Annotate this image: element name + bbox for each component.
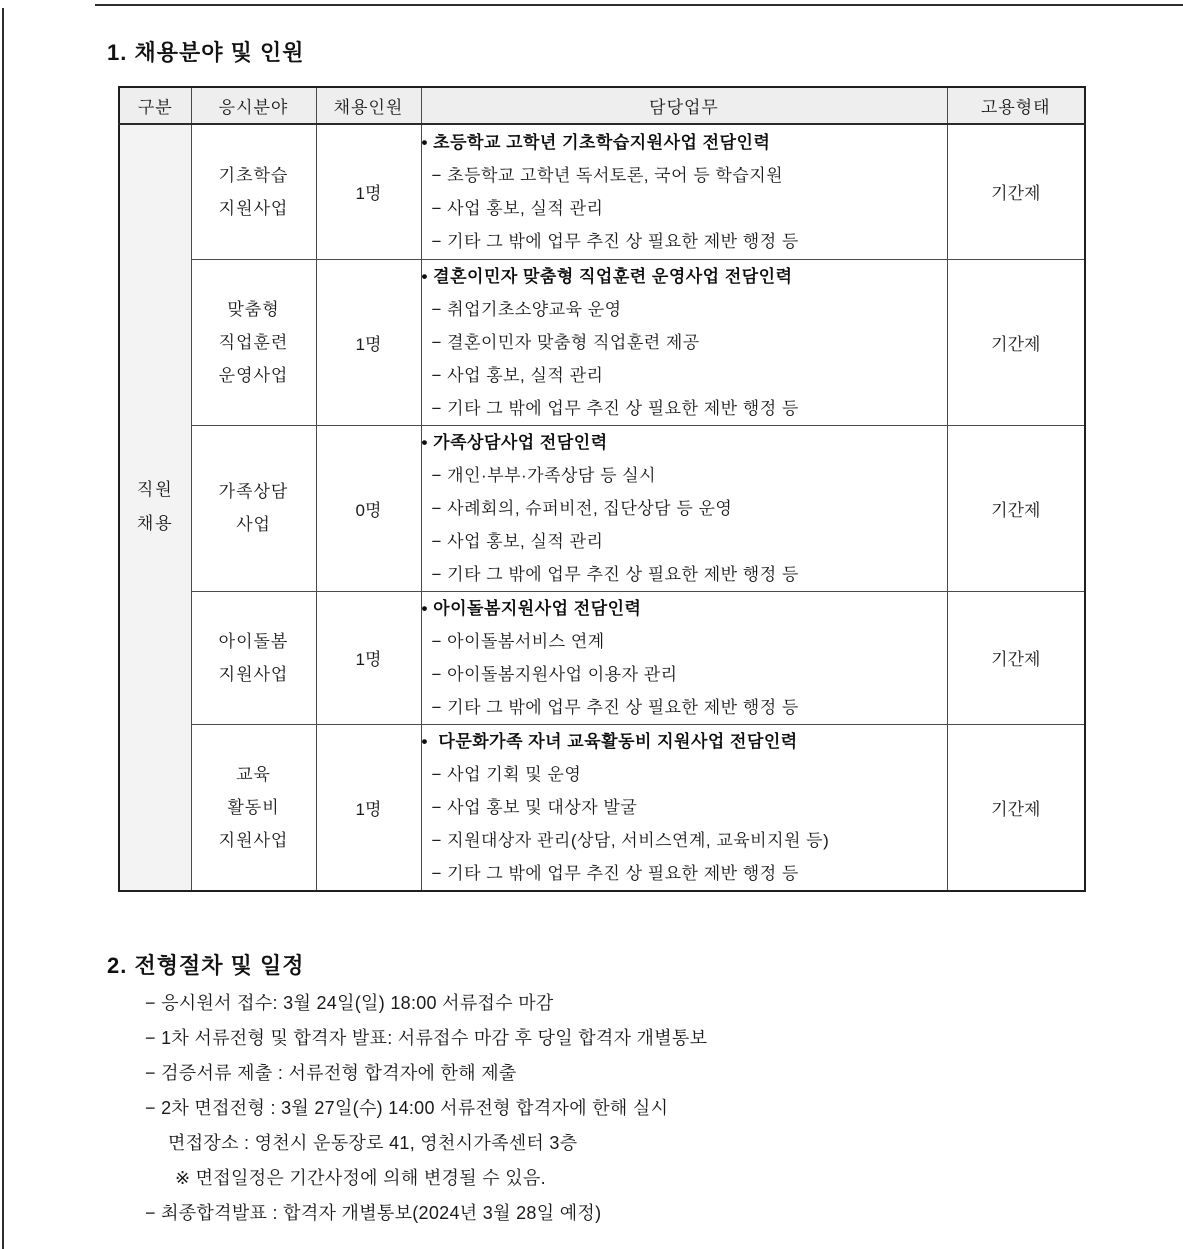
schedule-item-interview: − 2차 면접전형 : 3월 27일(수) 14:00 서류전형 합격자에 한해 실시	[145, 1097, 669, 1118]
table-row	[119, 724, 1085, 891]
duties-cell	[421, 591, 947, 724]
field-cell	[191, 425, 316, 591]
header-duties: 담당업무	[421, 87, 947, 124]
duty-title: • 가족상담사업 전담인력	[421, 432, 608, 452]
schedule-item-interview-note: ※ 면접일정은 기간사정에 의해 변경될 수 있음.	[175, 1167, 546, 1188]
page-top-border	[95, 4, 1183, 6]
field-line: 기초학습	[218, 165, 289, 185]
schedule-item-final-announcement: − 최종합격발표 : 합격자 개별통보(2024년 3월 28일 예정)	[145, 1202, 602, 1223]
field-line: 활동비	[227, 797, 280, 817]
employment-cell: 기간제	[947, 124, 1085, 259]
duties-cell	[421, 259, 947, 425]
schedule-item-verification-documents: − 검증서류 제출 : 서류전형 합격자에 한해 제출	[145, 1062, 517, 1083]
duty-line: − 기타 그 밖에 업무 추진 상 필요한 제반 행정 등	[431, 564, 799, 584]
count-cell: 1명	[316, 724, 421, 891]
schedule-item-document-screening: − 1차 서류전형 및 합격자 발표: 서류접수 마감 후 당일 합격자 개별통보	[145, 1027, 708, 1048]
field-line: 맞춤형	[227, 299, 280, 319]
duty-title: • 초등학교 고학년 기초학습지원사업 전담인력	[421, 132, 771, 152]
duty-line: − 사업 홍보, 실적 관리	[431, 365, 604, 385]
page-content	[107, 36, 1097, 1231]
page-left-border	[2, 8, 4, 1249]
field-cell	[191, 724, 316, 891]
field-line: 교육	[236, 764, 271, 784]
employment-cell: 기간제	[947, 259, 1085, 425]
table-row	[119, 591, 1085, 724]
duties-cell	[421, 425, 947, 591]
field-cell	[191, 124, 316, 259]
count-cell: 1명	[316, 591, 421, 724]
duty-line: − 아이돌봄서비스 연계	[431, 631, 605, 651]
duty-line: − 기타 그 밖에 업무 추진 상 필요한 제반 행정 등	[431, 398, 799, 418]
count-cell: 1명	[316, 259, 421, 425]
count-cell: 0명	[316, 425, 421, 591]
group-cell-staff-recruitment	[119, 124, 191, 891]
table-row	[119, 259, 1085, 425]
schedule-item-interview-location: 면접장소 : 영천시 운동장로 41, 영천시가족센터 3층	[168, 1132, 578, 1153]
duty-line: − 사업 홍보, 실적 관리	[431, 198, 604, 218]
duty-title: • 결혼이민자 맞춤형 직업훈련 운영사업 전담인력	[421, 266, 793, 286]
table-row	[119, 124, 1085, 259]
duty-line: − 사업 홍보 및 대상자 발굴	[431, 797, 638, 817]
section2-title: 2. 전형절차 및 일정	[107, 952, 305, 978]
table-row	[119, 425, 1085, 591]
duty-line: − 사업 기획 및 운영	[431, 764, 582, 784]
duty-line: − 사례회의, 슈퍼비전, 집단상담 등 운영	[431, 498, 733, 518]
field-line: 사업	[236, 515, 271, 534]
employment-cell: 기간제	[947, 724, 1085, 891]
duty-line: − 기타 그 밖에 업무 추진 상 필요한 제반 행정 등	[431, 231, 799, 251]
recruitment-table	[118, 86, 1086, 892]
field-line: 지원사업	[218, 198, 289, 218]
duty-line: − 지원대상자 관리(상담, 서비스연계, 교육비지원 등)	[431, 830, 830, 850]
header-count: 채용인원	[316, 87, 421, 124]
duty-line: − 아이돌봄지원사업 이용자 관리	[431, 664, 678, 684]
group-label-line: 채용	[136, 514, 174, 534]
duty-line: − 사업 홍보, 실적 관리	[431, 531, 604, 551]
field-cell	[191, 591, 316, 724]
field-line: 가족상담	[218, 482, 289, 501]
field-cell	[191, 259, 316, 425]
duty-line: − 기타 그 밖에 업무 추진 상 필요한 제반 행정 등	[431, 697, 799, 717]
employment-cell: 기간제	[947, 591, 1085, 724]
duty-line: − 개인·부부·가족상담 등 실시	[431, 465, 657, 485]
employment-cell: 기간제	[947, 425, 1085, 591]
field-line: 지원사업	[218, 664, 289, 684]
header-employment: 고용형태	[947, 87, 1085, 124]
duty-title: • 다문화가족 자녀 교육활동비 지원사업 전담인력	[421, 731, 798, 751]
field-line: 아이돌봄	[218, 631, 289, 651]
field-line: 직업훈련	[218, 332, 289, 352]
section1-title: 1. 채용분야 및 인원	[107, 40, 305, 65]
schedule-item-application-deadline: − 응시원서 접수: 3월 24일(일) 18:00 서류접수 마감	[145, 992, 554, 1013]
group-label-line: 직원	[136, 480, 174, 500]
duty-line: − 기타 그 밖에 업무 추진 상 필요한 제반 행정 등	[431, 863, 799, 883]
header-field: 응시분야	[191, 87, 316, 124]
schedule-section	[107, 949, 1097, 1231]
schedule-list	[107, 986, 1097, 1231]
field-line: 지원사업	[218, 830, 289, 850]
duties-cell	[421, 124, 947, 259]
field-line: 운영사업	[218, 365, 289, 385]
table-header-row	[119, 87, 1085, 124]
duty-line: − 결혼이민자 맞춤형 직업훈련 제공	[431, 332, 700, 352]
duty-line: − 초등학교 고학년 독서토론, 국어 등 학습지원	[431, 165, 784, 185]
duties-cell	[421, 724, 947, 891]
count-cell: 1명	[316, 124, 421, 259]
header-category: 구분	[119, 87, 191, 124]
duty-line: − 취업기초소양교육 운영	[431, 299, 622, 319]
duty-title: • 아이돌봄지원사업 전담인력	[421, 598, 642, 618]
